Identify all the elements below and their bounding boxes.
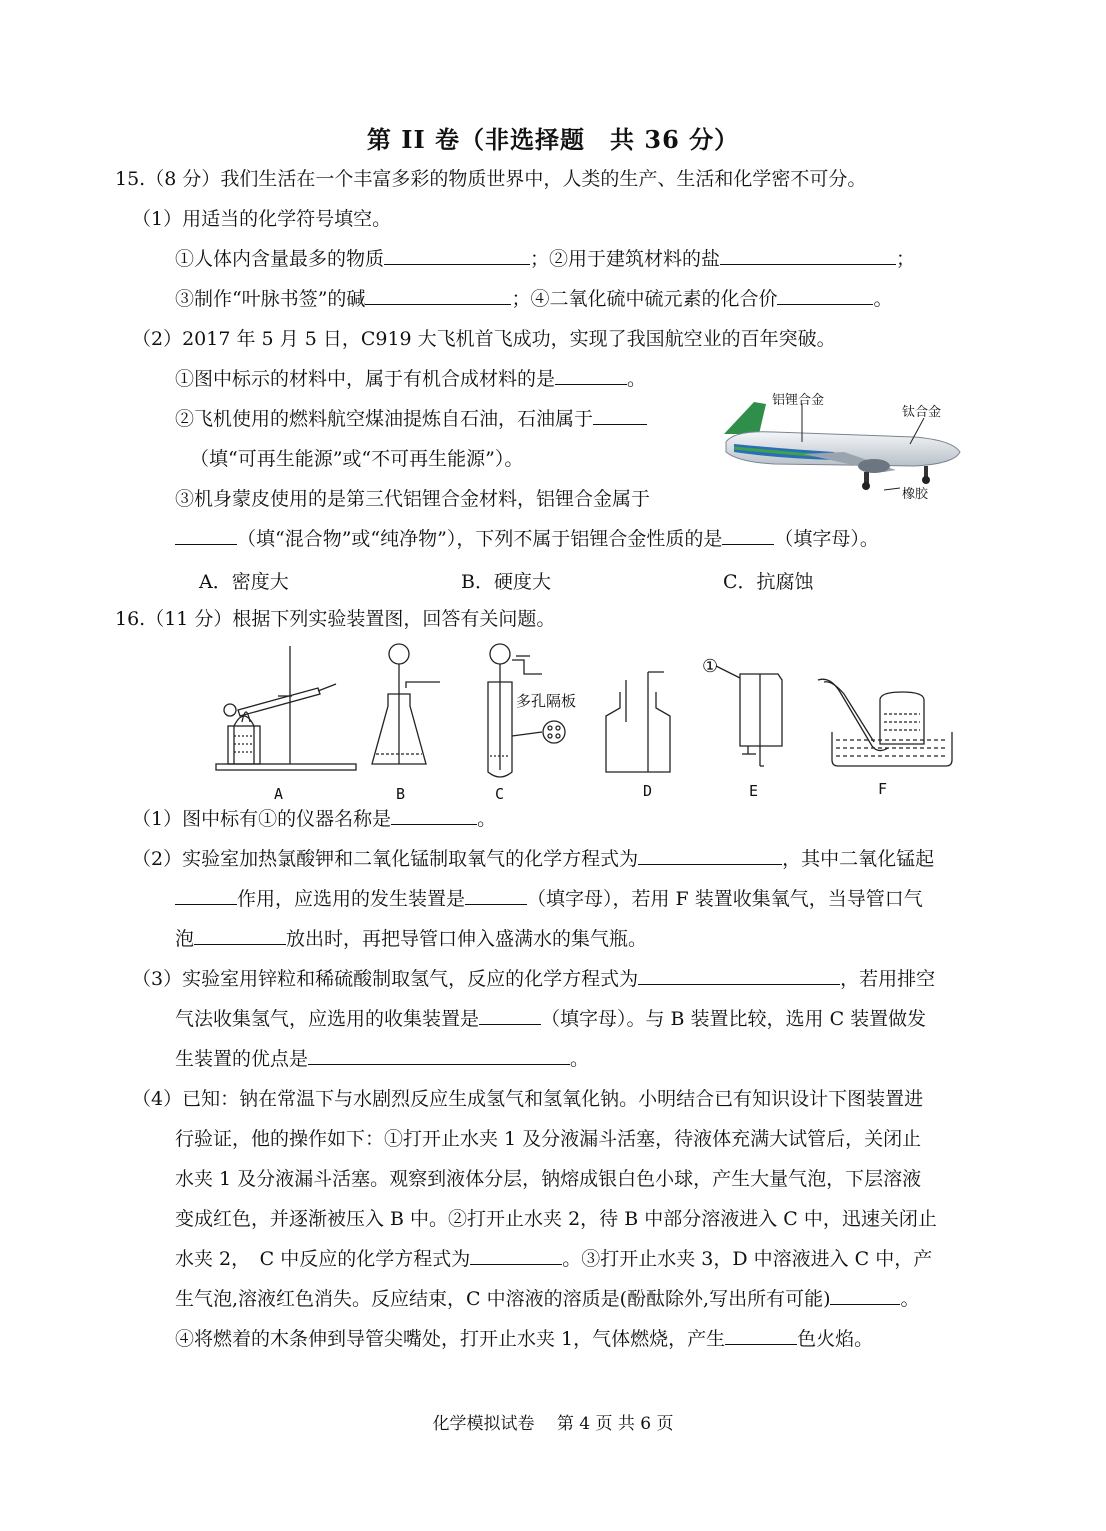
q15-part2-a-text: ①图中标示的材料中，属于有机合成材料的是 — [175, 368, 556, 390]
answer-blank[interactable] — [465, 887, 527, 905]
tail-fin-icon — [724, 402, 766, 434]
label-al-li-alloy: 铝锂合金 — [772, 393, 825, 408]
apparatus-b-icon — [372, 644, 440, 764]
q16-stem: 16.（11 分）根据下列实验装置图，回答有关问题。 — [115, 608, 556, 630]
apparatus-label-d: D — [643, 782, 653, 800]
apparatus-label-b: B — [396, 785, 406, 803]
option-a: A．密度大 — [199, 571, 289, 593]
q16-part4-line1: （4）已知：钠在常温下与水剧烈反应生成氢气和氢氧化钠。小明结合已有知识设计下图装置进 — [132, 1088, 924, 1110]
porous-plate-label: 多孔隔板 — [516, 692, 577, 710]
q15-part2-b-text: ②飞机使用的燃料航空煤油提炼自石油，石油属于 — [175, 408, 594, 430]
q15-part2-e — [175, 527, 879, 551]
answer-blank[interactable] — [308, 1047, 570, 1065]
q15-part2: （2）2017 年 5 月 5 日，C919 大飞机首飞成功，实现了我国航空业的百年突破。 — [132, 328, 836, 350]
q15-part1: （1）用适当的化学符号填空。 — [132, 208, 392, 230]
answer-blank[interactable] — [391, 807, 477, 825]
q15-part2-e-end: （填字母）。 — [774, 528, 879, 550]
apparatus-d-icon — [606, 672, 670, 772]
apparatus-a-icon — [216, 646, 356, 770]
q15-part1-item4: ；④二氧化硫中硫元素的化合价 — [511, 288, 778, 310]
q15-part1-item3: ③制作“叶脉书签”的碱 — [175, 288, 366, 310]
q15-part2-b — [175, 407, 647, 431]
q16-part3-text3: 气法收集氢气，应选用的收集装置是 — [175, 1008, 480, 1030]
answer-blank[interactable] — [194, 927, 286, 945]
option-c: C．抗腐蚀 — [723, 571, 814, 593]
option-b: B．硬度大 — [461, 571, 551, 593]
punct: ； — [896, 248, 916, 270]
q16-part2-text3: 作用，应选用的发生装置是 — [237, 888, 466, 910]
answer-blank[interactable] — [638, 847, 782, 865]
apparatus-label-c: C — [495, 785, 505, 803]
q16-part2-line3 — [175, 927, 647, 951]
q16-part2-text2: ，其中二氧化锰起 — [782, 848, 935, 870]
lab-apparatus-figure — [212, 636, 972, 786]
q16-part4-line2: 行验证，他的操作如下：①打开止水夹 1 及分液漏斗活塞，待液体充满大试管后，关闭止 — [175, 1128, 922, 1150]
answer-blank[interactable] — [777, 287, 873, 305]
q16-part4-line4: 变成红色，并逐渐被压入 B 中。②打开止水夹 2，待 B 中部分溶液进入 C 中，迅速关闭止 — [175, 1208, 937, 1230]
label-rubber: 橡胶 — [902, 487, 929, 502]
apparatus-e-icon — [716, 666, 782, 766]
answer-blank[interactable] — [479, 1007, 541, 1025]
answer-blank[interactable] — [175, 527, 237, 545]
q15-part1-line2 — [175, 287, 892, 311]
q16-part3-text2: ，若用排空 — [840, 968, 936, 990]
q16-part1 — [132, 807, 496, 831]
c919-airplane-figure — [714, 382, 974, 500]
apparatus-label-f: F — [878, 780, 888, 798]
q16-part2-text5: 泡 — [175, 928, 195, 950]
q16-part4-text3: 生气泡,溶液红色消失。反应结束，C 中溶液的溶质是(酚酞除外,写出所有可能) — [175, 1288, 831, 1310]
q16-part4-line7 — [175, 1327, 873, 1351]
q16-part4-text5: 色火焰。 — [797, 1328, 874, 1350]
answer-blank[interactable] — [555, 367, 627, 385]
q16-part3-line2 — [175, 1007, 926, 1031]
answer-blank[interactable] — [722, 527, 774, 545]
q15-part2-e-text: （填“混合物”或“纯净物”），下列不属于铝锂合金性质的是 — [237, 528, 723, 550]
q15-part2-c: （填“可再生能源”或“不可再生能源”）。 — [190, 448, 524, 470]
apparatus-label-a: A — [274, 785, 284, 803]
punct: 。 — [900, 1288, 920, 1310]
q16-part2-text6: 放出时，再把导管口伸入盛满水的集气瓶。 — [286, 928, 648, 950]
section-title: 第 II 卷（非选择题 共 36 分） — [366, 125, 740, 154]
q16-part3-line3 — [175, 1047, 589, 1071]
q16-part3-text: （3）实验室用锌粒和稀硫酸制取氢气，反应的化学方程式为 — [132, 968, 639, 990]
q15-stem: 15.（8 分）我们生活在一个丰富多彩的物质世界中，人类的生产、生活和化学密不可分。 — [115, 168, 867, 190]
answer-blank[interactable] — [725, 1327, 797, 1345]
q16-part4-text2: 。③打开止水夹 3，D 中溶液进入 C 中，产 — [562, 1248, 933, 1270]
answer-blank[interactable] — [470, 1247, 562, 1265]
answer-blank[interactable] — [593, 407, 647, 425]
q16-part4-line5 — [175, 1247, 932, 1271]
q16-part2-line2 — [175, 887, 923, 911]
q16-part2-line1 — [132, 847, 934, 871]
q16-part4-line6 — [175, 1287, 920, 1311]
q16-part4-line3: 水夹 1 及分液漏斗活塞。观察到液体分层，钠熔成银白色小球，产生大量气泡，下层溶液 — [175, 1168, 922, 1190]
q16-part3-text5: 生装置的优点是 — [175, 1048, 309, 1070]
q16-part2-text4: （填字母），若用 F 装置收集氧气，当导管口气 — [527, 888, 923, 910]
apparatus-label-e: E — [749, 782, 759, 800]
q16-part3-line1 — [132, 967, 935, 991]
q15-part1-line1 — [175, 247, 915, 271]
engine-icon — [858, 459, 890, 473]
answer-blank[interactable] — [638, 967, 840, 985]
punct: 。 — [873, 288, 893, 310]
answer-blank[interactable] — [365, 287, 511, 305]
q15-part2-a — [175, 367, 646, 391]
answer-blank[interactable] — [175, 887, 237, 905]
q15-part1-item1: ①人体内含量最多的物质 — [175, 248, 385, 270]
punct: 。 — [627, 368, 647, 390]
apparatus-f-icon — [818, 679, 952, 766]
label-ti-alloy: 钛合金 — [902, 405, 942, 420]
q15-part1-item2: ；②用于建筑材料的盐 — [530, 248, 721, 270]
answer-blank[interactable] — [384, 247, 530, 265]
q16-part3-text4: （填字母）。与 B 装置比较，选用 C 装置做发 — [541, 1008, 927, 1030]
instrument-mark-1: ① — [702, 656, 719, 677]
punct: 。 — [570, 1048, 590, 1070]
q16-part4-text: 水夹 2， C 中反应的化学方程式为 — [175, 1248, 471, 1270]
q16-part1-text: （1）图中标有①的仪器名称是 — [132, 808, 392, 830]
q16-part4-text4: ④将燃着的木条伸到导管尖嘴处，打开止水夹 1，气体燃烧，产生 — [175, 1328, 726, 1350]
punct: 。 — [477, 808, 497, 830]
page-footer: 化学模拟试卷 第 4 页 共 6 页 — [432, 1414, 674, 1434]
q16-part2-text: （2）实验室加热氯酸钾和二氧化锰制取氧气的化学方程式为 — [132, 848, 639, 870]
answer-blank[interactable] — [720, 247, 896, 265]
answer-blank[interactable] — [830, 1287, 900, 1305]
q15-part2-d: ③机身蒙皮使用的是第三代铝锂合金材料，铝锂合金属于 — [175, 488, 651, 510]
